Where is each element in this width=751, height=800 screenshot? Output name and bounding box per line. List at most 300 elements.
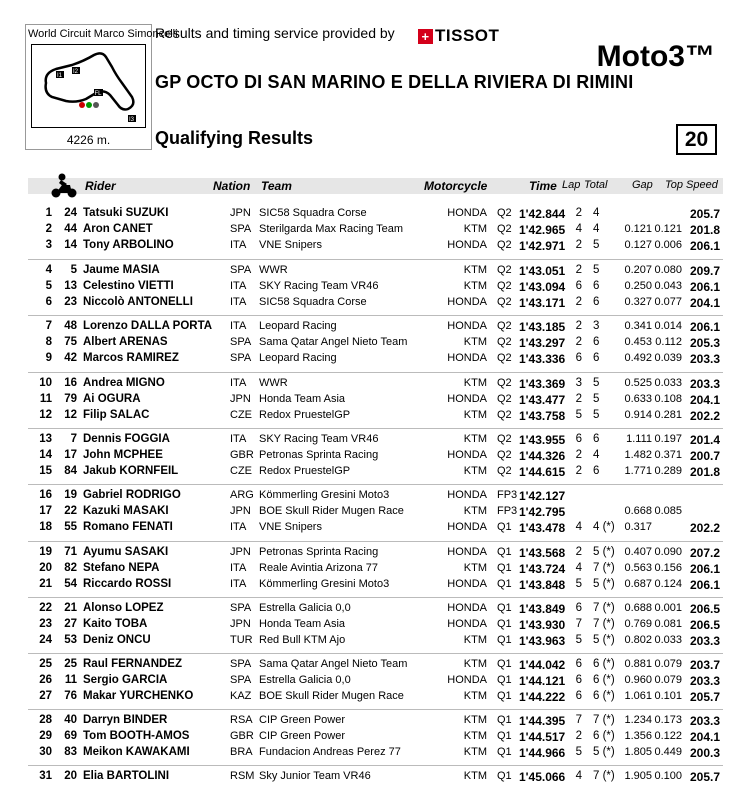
col-lap: Lap (562, 179, 581, 191)
rider-name: Niccolò ANTONELLI (83, 296, 193, 308)
rider-number: 12 (64, 409, 77, 421)
best-lap: 4 (575, 223, 582, 235)
total-laps: 7 (*) (593, 602, 615, 614)
gap-first: 0.687 (624, 578, 652, 590)
nation: SPA (230, 336, 252, 348)
session: Q2 (497, 320, 512, 332)
motorcycle: KTM (463, 562, 487, 574)
rider-name: Aron CANET (83, 223, 153, 235)
lap-time: 1'42.971 (519, 239, 566, 253)
lap-time: 1'43.478 (519, 521, 566, 535)
position: 3 (45, 239, 52, 251)
group-divider (28, 541, 723, 542)
gap-previous: 0.281 (654, 409, 682, 421)
nation: GBR (230, 449, 254, 461)
motorcycle: KTM (463, 770, 487, 782)
session: Q1 (497, 521, 512, 533)
team-name: Honda Team Asia (259, 393, 346, 405)
total-laps: 7 (*) (593, 770, 615, 782)
total-laps: 5 (593, 409, 600, 421)
gap-first: 0.525 (624, 377, 652, 389)
gap-previous: 0.081 (654, 618, 682, 630)
lap-time: 1'44.121 (519, 674, 566, 688)
gap-first: 0.250 (624, 280, 652, 292)
lap-time: 1'43.848 (519, 578, 566, 592)
nation: SPA (230, 658, 252, 670)
motorcycle: KTM (463, 223, 487, 235)
total-laps: 6 (593, 336, 600, 348)
table-row (0, 280, 751, 296)
gap-previous: 0.289 (654, 465, 682, 477)
total-laps: 6 (*) (593, 658, 615, 670)
best-lap: 5 (575, 578, 582, 590)
gap-previous: 0.033 (654, 377, 682, 389)
gap-first: 0.407 (624, 546, 652, 558)
best-lap: 6 (575, 690, 582, 702)
best-lap: 7 (575, 618, 582, 630)
top-speed: 206.1 (689, 320, 720, 334)
gap-previous: 0.043 (654, 280, 682, 292)
group-divider (28, 372, 723, 373)
lap-time: 1'43.963 (519, 634, 566, 648)
motorcycle: HONDA (447, 521, 487, 533)
lap-time: 1'42.795 (519, 505, 566, 519)
top-speed: 203.3 (689, 714, 720, 728)
session-title: Qualifying Results (155, 128, 314, 148)
best-lap: 6 (575, 658, 582, 670)
table-row (0, 714, 751, 730)
total-laps: 5 (*) (593, 634, 615, 646)
position: 19 (39, 546, 52, 558)
rider-number: 84 (64, 465, 77, 477)
rider-name: Dennis FOGGIA (83, 433, 170, 445)
session: Q1 (497, 562, 512, 574)
rider-name: Marcos RAMIREZ (83, 352, 179, 364)
table-row (0, 578, 751, 594)
nation: SPA (230, 352, 252, 364)
team-name: SKY Racing Team VR46 (259, 433, 379, 445)
team-name: Sky Junior Team VR46 (259, 770, 371, 782)
motorcycle: HONDA (447, 489, 487, 501)
team-name: Sama Qatar Angel Nieto Team (259, 336, 408, 348)
best-lap: 2 (575, 296, 582, 308)
team-name: Sterilgarda Max Racing Team (259, 223, 404, 235)
rider-name: Kaito TOBA (83, 618, 148, 630)
best-lap: 6 (575, 280, 582, 292)
table-row (0, 618, 751, 634)
session: Q2 (497, 393, 512, 405)
lap-time: 1'43.336 (519, 352, 566, 366)
motorcycle: KTM (463, 505, 487, 517)
lap-time: 1'44.517 (519, 730, 566, 744)
team-name: Red Bull KTM Ajo (259, 634, 346, 646)
rider-name: Ayumu SASAKI (83, 546, 169, 558)
team-name: Sama Qatar Angel Nieto Team (259, 658, 408, 670)
team-name: Estrella Galicia 0,0 (259, 674, 351, 686)
gap-first: 0.802 (624, 634, 652, 646)
rider-number: 71 (64, 546, 77, 558)
top-speed: 206.1 (689, 562, 720, 576)
rider-number: 23 (64, 296, 77, 308)
position: 16 (39, 489, 52, 501)
gap-previous: 0.079 (654, 658, 682, 670)
session: Q1 (497, 578, 512, 590)
gap-previous: 0.197 (654, 433, 682, 445)
position: 24 (39, 634, 52, 646)
team-name: Estrella Galicia 0,0 (259, 602, 351, 614)
gap-first: 0.492 (624, 352, 652, 364)
nation: CZE (230, 409, 252, 421)
track-map (31, 44, 146, 128)
table-row (0, 489, 751, 505)
nation: ITA (230, 562, 247, 574)
table-row (0, 239, 751, 255)
total-laps: 6 (593, 433, 600, 445)
gap-previous: 0.001 (654, 602, 682, 614)
lap-time: 1'44.042 (519, 658, 566, 672)
lap-time: 1'43.758 (519, 409, 566, 423)
best-lap: 2 (575, 320, 582, 332)
team-name: Leopard Racing (259, 352, 337, 364)
table-row (0, 690, 751, 706)
rider-name: Alonso LOPEZ (83, 602, 164, 614)
position: 10 (39, 377, 52, 389)
motorcycle: KTM (463, 377, 487, 389)
motorcycle: HONDA (447, 674, 487, 686)
rider-name: Sergio GARCIA (83, 674, 168, 686)
position: 25 (39, 658, 52, 670)
session: Q1 (497, 714, 512, 726)
rider-number: 22 (64, 505, 77, 517)
top-speed: 205.7 (689, 690, 720, 704)
rider-number: 19 (64, 489, 77, 501)
top-speed: 203.7 (689, 658, 720, 672)
table-row (0, 465, 751, 481)
table-row (0, 730, 751, 746)
team-name: WWR (259, 264, 288, 276)
position: 17 (39, 505, 52, 517)
session: Q1 (497, 690, 512, 702)
session: Q2 (497, 352, 512, 364)
gap-previous: 0.085 (654, 505, 682, 517)
top-speed: 203.3 (689, 634, 720, 648)
gap-previous: 0.101 (654, 690, 682, 702)
gap-previous: 0.079 (654, 674, 682, 686)
top-speed: 200.7 (689, 449, 720, 463)
nation: TUR (230, 634, 253, 646)
gap-first: 0.688 (624, 602, 652, 614)
motorcycle: KTM (463, 658, 487, 670)
total-laps: 4 (593, 223, 600, 235)
total-laps: 6 (*) (593, 690, 615, 702)
team-name: Kömmerling Gresini Moto3 (259, 578, 390, 590)
nation: JPN (230, 207, 251, 219)
lap-time: 1'44.326 (519, 449, 566, 463)
motorcycle: HONDA (447, 546, 487, 558)
rider-name: Tom BOOTH-AMOS (83, 730, 190, 742)
gap-previous: 0.080 (654, 264, 682, 276)
team-name: WWR (259, 377, 288, 389)
best-lap: 4 (575, 562, 582, 574)
lap-time: 1'43.568 (519, 546, 566, 560)
nation: RSM (230, 770, 255, 782)
session: Q1 (497, 634, 512, 646)
gap-previous: 0.090 (654, 546, 682, 558)
position: 7 (45, 320, 52, 332)
rider-name: Darryn BINDER (83, 714, 168, 726)
rider-name: Raul FERNANDEZ (83, 658, 183, 670)
total-laps: 5 (593, 264, 600, 276)
lap-time: 1'43.849 (519, 602, 566, 616)
svg-text:I1: I1 (57, 73, 63, 79)
best-lap: 2 (575, 264, 582, 276)
rider-number: 76 (64, 690, 77, 702)
best-lap: 4 (575, 521, 582, 533)
nation: ITA (230, 280, 247, 292)
rider-number: 24 (64, 207, 77, 219)
gap-first: 0.563 (624, 562, 652, 574)
rider-name: Tony ARBOLINO (83, 239, 174, 251)
rider-number: 40 (64, 714, 77, 726)
gap-first: 0.453 (624, 336, 652, 348)
rider-name: Ai OGURA (83, 393, 141, 405)
rider-number: 25 (64, 658, 77, 670)
best-lap: 2 (575, 730, 582, 742)
group-divider (28, 259, 723, 260)
position: 5 (45, 280, 52, 292)
rider-name: Filip SALAC (83, 409, 150, 421)
circuit-length: 4226 m. (66, 133, 111, 147)
position: 4 (45, 264, 52, 276)
rider-number: 17 (64, 449, 77, 461)
nation: JPN (230, 393, 251, 405)
gap-first: 1.482 (624, 449, 652, 461)
column-header-bar (28, 178, 723, 194)
gap-previous: 0.006 (654, 239, 682, 251)
rider-name: Lorenzo DALLA PORTA (83, 320, 213, 332)
session: Q1 (497, 618, 512, 630)
gap-first: 0.207 (624, 264, 652, 276)
position: 27 (39, 690, 52, 702)
series-title: Moto3™ (596, 40, 715, 73)
gap-previous: 0.108 (654, 393, 682, 405)
motorcycle: KTM (463, 336, 487, 348)
table-row (0, 336, 751, 352)
rider-name: Stefano NEPA (83, 562, 160, 574)
gap-first: 0.914 (624, 409, 652, 421)
nation: JPN (230, 618, 251, 630)
gap-first: 0.881 (624, 658, 652, 670)
table-row (0, 449, 751, 465)
gap-first: 0.121 (624, 223, 652, 235)
motorcycle: KTM (463, 465, 487, 477)
position: 26 (39, 674, 52, 686)
session: Q2 (497, 377, 512, 389)
lap-time: 1'42.965 (519, 223, 566, 237)
motorcycle: HONDA (447, 578, 487, 590)
motorcycle: KTM (463, 634, 487, 646)
session: Q2 (497, 223, 512, 235)
table-row (0, 207, 751, 223)
rider-name: Makar YURCHENKO (83, 690, 194, 702)
session: Q2 (497, 433, 512, 445)
lap-time: 1'43.171 (519, 296, 566, 310)
nation: ITA (230, 296, 247, 308)
nation: JPN (230, 505, 251, 517)
position: 12 (39, 409, 52, 421)
team-name: BOE Skull Rider Mugen Race (259, 505, 404, 517)
top-speed: 209.7 (689, 264, 720, 278)
total-laps: 6 (593, 465, 600, 477)
col-rider: Rider (85, 179, 116, 193)
total-laps: 6 (593, 296, 600, 308)
top-speed: 204.1 (689, 730, 720, 744)
col-top-speed: Top Speed (665, 179, 718, 191)
group-divider (28, 597, 723, 598)
motorcycle: HONDA (447, 207, 487, 219)
position: 14 (39, 449, 52, 461)
top-speed: 203.3 (689, 674, 720, 688)
table-row (0, 602, 751, 618)
col-total: Total (584, 179, 608, 191)
top-speed: 206.5 (689, 618, 720, 632)
session: Q2 (497, 336, 512, 348)
total-laps: 5 (*) (593, 578, 615, 590)
total-laps: 6 (*) (593, 674, 615, 686)
nation: BRA (230, 746, 253, 758)
total-laps: 5 (593, 393, 600, 405)
gap-first: 1.061 (624, 690, 652, 702)
gap-first: 0.127 (624, 239, 652, 251)
svg-text:I3: I3 (129, 117, 135, 123)
lap-time: 1'43.955 (519, 433, 566, 447)
lap-time: 1'44.395 (519, 714, 566, 728)
best-lap: 2 (575, 239, 582, 251)
position: 6 (45, 296, 52, 308)
total-laps: 7 (*) (593, 562, 615, 574)
total-laps: 4 (*) (593, 521, 615, 533)
group-divider (28, 484, 723, 485)
gap-first: 1.356 (624, 730, 652, 742)
group-divider (28, 653, 723, 654)
best-lap: 2 (575, 207, 582, 219)
session: Q2 (497, 264, 512, 276)
total-laps: 5 (593, 239, 600, 251)
total-laps: 5 (*) (593, 546, 615, 558)
top-speed: 201.8 (689, 223, 720, 237)
nation: SPA (230, 602, 252, 614)
provided-by-text: Results and timing service provided by (155, 25, 395, 41)
team-name: VNE Snipers (259, 521, 322, 533)
gap-previous: 0.371 (654, 449, 682, 461)
nation: KAZ (230, 690, 252, 702)
gap-previous: 0.173 (654, 714, 682, 726)
position: 1 (45, 207, 52, 219)
rider-name: Jakub KORNFEIL (83, 465, 179, 477)
position: 29 (39, 730, 52, 742)
gap-first: 0.668 (624, 505, 652, 517)
total-laps: 6 (*) (593, 730, 615, 742)
best-lap: 4 (575, 770, 582, 782)
lap-time: 1'44.222 (519, 690, 566, 704)
lap-time: 1'44.615 (519, 465, 566, 479)
motorcycle: HONDA (447, 320, 487, 332)
table-row (0, 264, 751, 280)
nation: ITA (230, 578, 247, 590)
gap-previous: 0.100 (654, 770, 682, 782)
lap-time: 1'42.844 (519, 207, 566, 221)
best-lap: 3 (575, 377, 582, 389)
rider-name: Romano FENATI (83, 521, 173, 533)
nation: ARG (230, 489, 254, 501)
team-name: SIC58 Squadra Corse (259, 296, 367, 308)
table-row (0, 393, 751, 409)
motorcycle: HONDA (447, 618, 487, 630)
rider-number: 14 (64, 239, 77, 251)
lap-time: 1'43.724 (519, 562, 566, 576)
best-lap: 2 (575, 393, 582, 405)
rider-number: 55 (64, 521, 77, 533)
nation: RSA (230, 714, 253, 726)
page-number: 20 (676, 124, 717, 155)
nation: ITA (230, 377, 247, 389)
gap-first: 0.960 (624, 674, 652, 686)
rider-number: 79 (64, 393, 77, 405)
motorcycle: HONDA (447, 296, 487, 308)
table-row (0, 296, 751, 312)
rider-number: 82 (64, 562, 77, 574)
position: 18 (39, 521, 52, 533)
gap-first: 1.905 (624, 770, 652, 782)
gap-previous: 0.014 (654, 320, 682, 332)
rider-name: Riccardo ROSSI (83, 578, 172, 590)
rider-number: 27 (64, 618, 77, 630)
session: Q1 (497, 546, 512, 558)
total-laps: 3 (593, 320, 600, 332)
table-row (0, 505, 751, 521)
gap-previous: 0.449 (654, 746, 682, 758)
position: 13 (39, 433, 52, 445)
best-lap: 6 (575, 433, 582, 445)
circuit-info-box (25, 24, 178, 150)
session: Q1 (497, 746, 512, 758)
rider-name: Deniz ONCU (83, 634, 151, 646)
position: 28 (39, 714, 52, 726)
rider-number: 44 (64, 223, 77, 235)
team-name: Petronas Sprinta Racing (259, 449, 379, 461)
rider-number: 48 (64, 320, 77, 332)
top-speed: 201.8 (689, 465, 720, 479)
top-speed: 205.7 (689, 770, 720, 784)
top-speed: 204.1 (689, 296, 720, 310)
table-row (0, 409, 751, 425)
sponsor-name: TISSOT (435, 26, 500, 45)
table-row (0, 223, 751, 239)
best-lap: 5 (575, 746, 582, 758)
table-row (0, 674, 751, 690)
svg-text:FL: FL (94, 91, 102, 97)
motorcycle: KTM (463, 714, 487, 726)
lap-time: 1'43.477 (519, 393, 566, 407)
total-laps: 6 (593, 280, 600, 292)
table-row (0, 770, 751, 786)
position: 11 (39, 393, 52, 405)
rider-number: 69 (64, 730, 77, 742)
group-divider (28, 428, 723, 429)
table-row (0, 658, 751, 674)
session: Q1 (497, 674, 512, 686)
gap-previous: 0.124 (654, 578, 682, 590)
